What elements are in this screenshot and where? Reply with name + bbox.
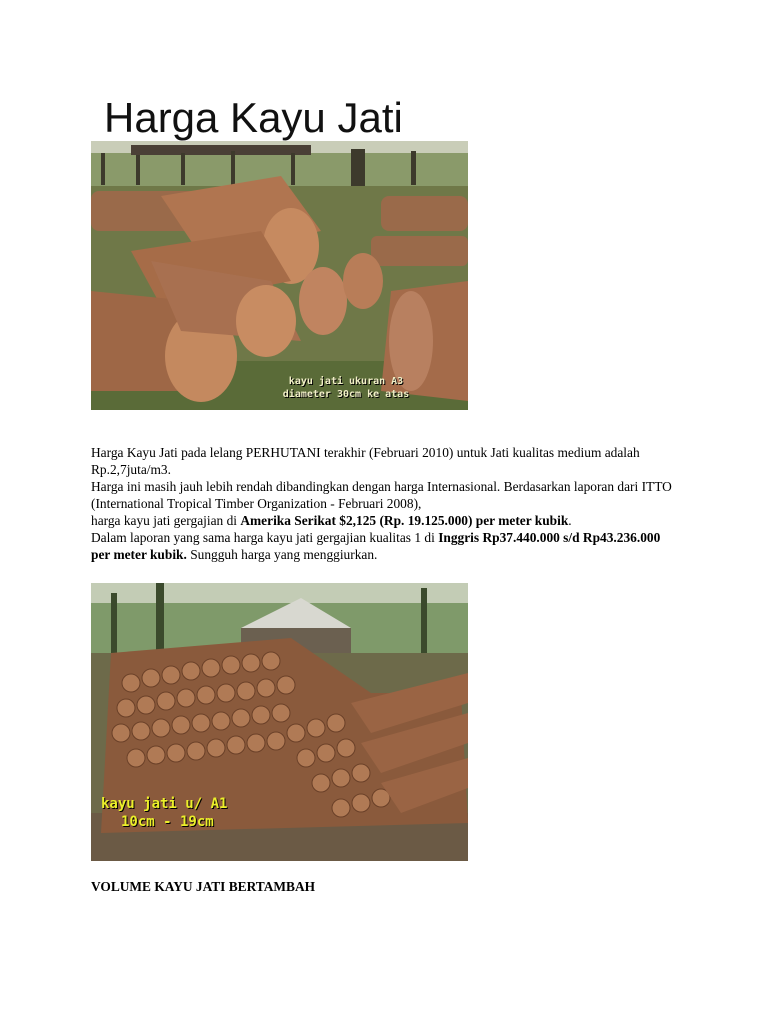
article-body [91,444,681,563]
paragraph: Harga ini masih jauh lebih rendah dibandingkan dengan harga Internasional. Berdasarkan laporan dari ITTO (International Tropical Timber Organization - Februari 2008), [91,479,672,511]
photo-caption [241,375,451,401]
page-title: Harga Kayu Jati [104,94,403,141]
paragraph [91,529,681,563]
teak-logs-a3-photo [91,141,468,410]
highlight-price-us: Amerika Serikat $2,125 (Rp. 19.125.000) per meter kubik [240,513,569,528]
paragraph [91,512,681,529]
paragraph-text: . [568,513,572,528]
paragraph-text: Sungguh harga yang menggiurkan. [186,547,378,562]
photo-caption-line2: 10cm - 19cm [121,814,214,830]
paragraph: Harga Kayu Jati pada lelang PERHUTANI terakhir (Februari 2010) untuk Jati kualitas medium adalah Rp.2,7juta/m3. [91,445,640,477]
paragraph-text: harga kayu jati gergajian di [91,513,241,528]
paragraph-text: Dalam laporan yang sama harga kayu jati gergajian kualitas 1 di [91,530,439,545]
photo-caption [101,795,227,831]
photo-caption-line1: kayu jati u/ A1 [101,796,228,812]
photo-caption-line2: diameter 30cm ke atas [282,389,410,400]
teak-logs-a3-image [91,141,468,410]
photo-caption-line1: kayu jati ukuran A3 [288,376,404,387]
section-heading: VOLUME KAYU JATI BERTAMBAH [91,879,316,894]
highlight-price-uk: Inggris Rp37.440.000 s/d Rp43.236.000 per meter kubik. [91,530,661,562]
teak-logs-a1-photo [91,583,468,861]
